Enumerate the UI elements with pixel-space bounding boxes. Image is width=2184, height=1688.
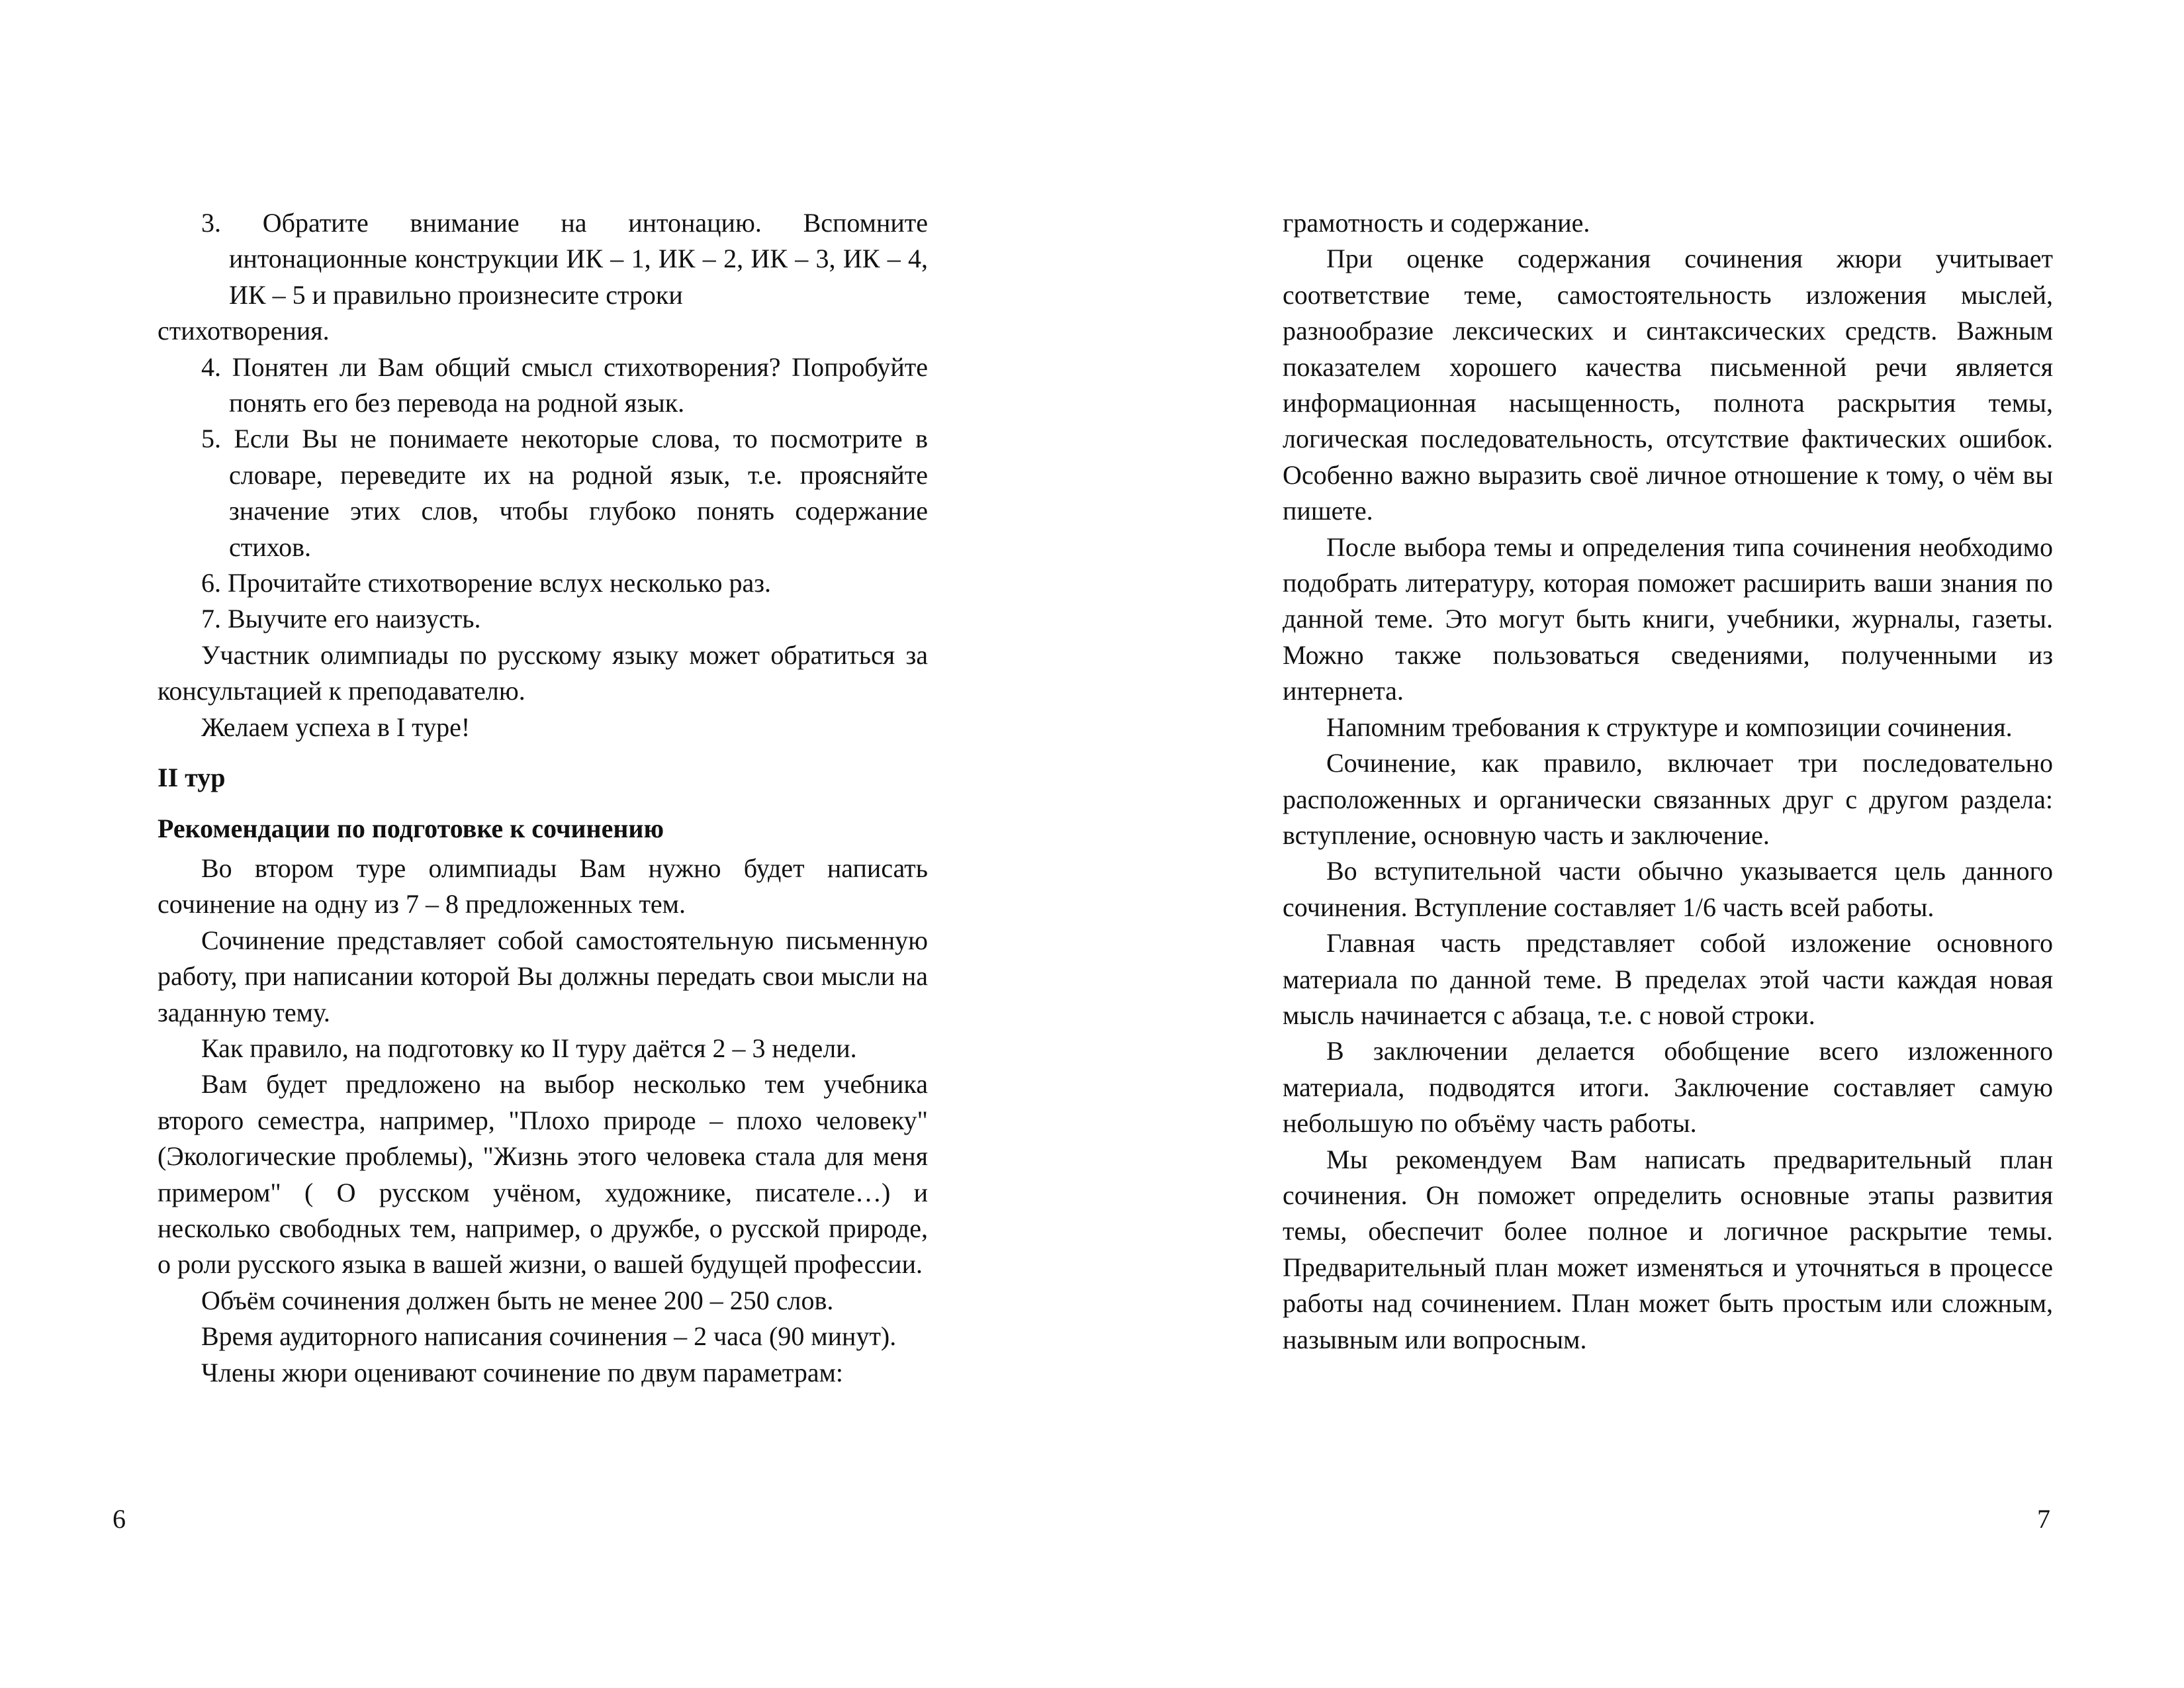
list-number: 4. bbox=[201, 352, 221, 382]
list-text: Обратите внимание на интонацию. Вспомните интонационные конструкции ИК – 1, ИК – 2, ИК – 3, ИК – 4, ИК – 5 и правильно произнесите строки bbox=[229, 208, 929, 310]
paragraph: Члены жюри оценивают сочинение по двум параметрам: bbox=[201, 1357, 843, 1387]
paragraph: Вам будет предложено на выбор несколько тем учебника второго семестра, например, "Плохо природе – плохо человеку" (Экологические проблемы), "Жизнь этого человека стала для меня примером" ( О русском учёном, художнике, писателе…) и несколько свободных тем, например, о дружбе, о русской природе, о роли русского языка в вашей жизни, о вашей будущей профессии. bbox=[158, 1069, 928, 1280]
paragraph-consultation: Участник олимпиады по русскому языку может обратиться за консультацией к преподавателю. bbox=[158, 639, 928, 706]
list-text: Если Вы не понимаете некоторые слова, то посмотрите в словаре, переведите их на родной язык, т.е. проясняйте значение этих слов, чтобы глубоко понять содержание стихов. bbox=[229, 424, 929, 562]
paragraph: После выбора темы и определения типа сочинения необходимо подобрать литературу, которая поможет расширить ваши знания по данной теме. Это могут быть книги, учебники, журналы, газеты. Можно также пользоваться сведениями, полученными из интернета. bbox=[1283, 532, 2053, 706]
paragraph: Сочинение представляет собой самостоятельную письменную работу, при написании которой Вы должны передать свои мысли на заданную тему. bbox=[158, 925, 928, 1027]
list-item-5 bbox=[158, 421, 928, 565]
paragraph: В заключении делается обобщение всего изложенного материала, подводятся итоги. Заключение составляет самую небольшую по объёму часть работы. bbox=[1283, 1036, 2053, 1139]
paragraph: Мы рекомендуем Вам написать предварительный план сочинения. Он поможет определить основные этапы развития темы, обеспечит более полное и логичное раскрытие темы. Предварительный план может изменяться и уточняться в процессе работы над сочинением. План может быть простым или сложным, назывным или вопросным. bbox=[1283, 1144, 2053, 1354]
list-number: 3. bbox=[201, 208, 221, 238]
paragraph: Как правило, на подготовку ко II туру даётся 2 – 3 недели. bbox=[201, 1033, 857, 1063]
paragraph: Напомним требования к структуре и композиции сочинения. bbox=[1326, 712, 2013, 742]
heading-recommendations: Рекомендации по подготовке к сочинению bbox=[158, 813, 664, 843]
paragraph: Во вступительной части обычно указывается цель данного сочинения. Вступление составляет 1/6 часть всей работы. bbox=[1283, 856, 2053, 922]
list-number: 7. bbox=[201, 604, 221, 634]
page-number-right: 7 bbox=[2037, 1504, 2050, 1534]
list-item-3-continuation: стихотворения. bbox=[158, 316, 330, 346]
paragraph-continuation: грамотность и содержание. bbox=[1283, 208, 1590, 238]
paragraph: Во втором туре олимпиады Вам нужно будет написать сочинение на одну из 7 – 8 предложенных тем. bbox=[158, 853, 928, 919]
list-number: 6. bbox=[201, 568, 221, 598]
list-item-4 bbox=[158, 350, 928, 422]
paragraph: Главная часть представляет собой изложение основного материала по данной теме. В пределах этой части каждая новая мысль начинается с абзаца, т.е. с новой строки. bbox=[1283, 928, 2053, 1030]
list-text: Выучите его наизусть. bbox=[228, 604, 481, 634]
list-text: Понятен ли Вам общий смысл стихотворения? Попробуйте понять его без перевода на родной язык. bbox=[229, 352, 929, 418]
paragraph: Объём сочинения должен быть не менее 200 – 250 слов. bbox=[201, 1285, 834, 1315]
paragraph: При оценке содержания сочинения жюри учитывает соответствие теме, самостоятельность изложения мыслей, разнообразие лексических и синтаксических средств. Важным показателем хорошего качества письменной речи является информационная насыщенность, полнота раскрытия темы, логическая последовательность, отсутствие фактических ошибок. Особенно важно выразить своё личное отношение к тому, о чём вы пишете. bbox=[1283, 244, 2053, 526]
left-text-column bbox=[158, 205, 928, 1391]
list-item-7 bbox=[158, 601, 928, 637]
page-number-left: 6 bbox=[113, 1504, 126, 1534]
list-item-6 bbox=[158, 565, 928, 601]
paragraph: Время аудиторного написания сочинения – 2 часа (90 минут). bbox=[201, 1321, 897, 1352]
paragraph: Сочинение, как правило, включает три последовательно расположенных и органически связанных друг с другом раздела: вступление, основную часть и заключение. bbox=[1283, 748, 2053, 850]
heading-tour-2: II тур bbox=[158, 763, 226, 793]
list-item-3 bbox=[158, 205, 928, 313]
paragraph-wish: Желаем успеха в I туре! bbox=[201, 712, 471, 742]
right-page bbox=[1092, 0, 2184, 1688]
right-text-column bbox=[1283, 205, 2053, 1358]
list-text: Прочитайте стихотворение вслух несколько раз. bbox=[228, 568, 772, 598]
list-number: 5. bbox=[201, 424, 221, 454]
